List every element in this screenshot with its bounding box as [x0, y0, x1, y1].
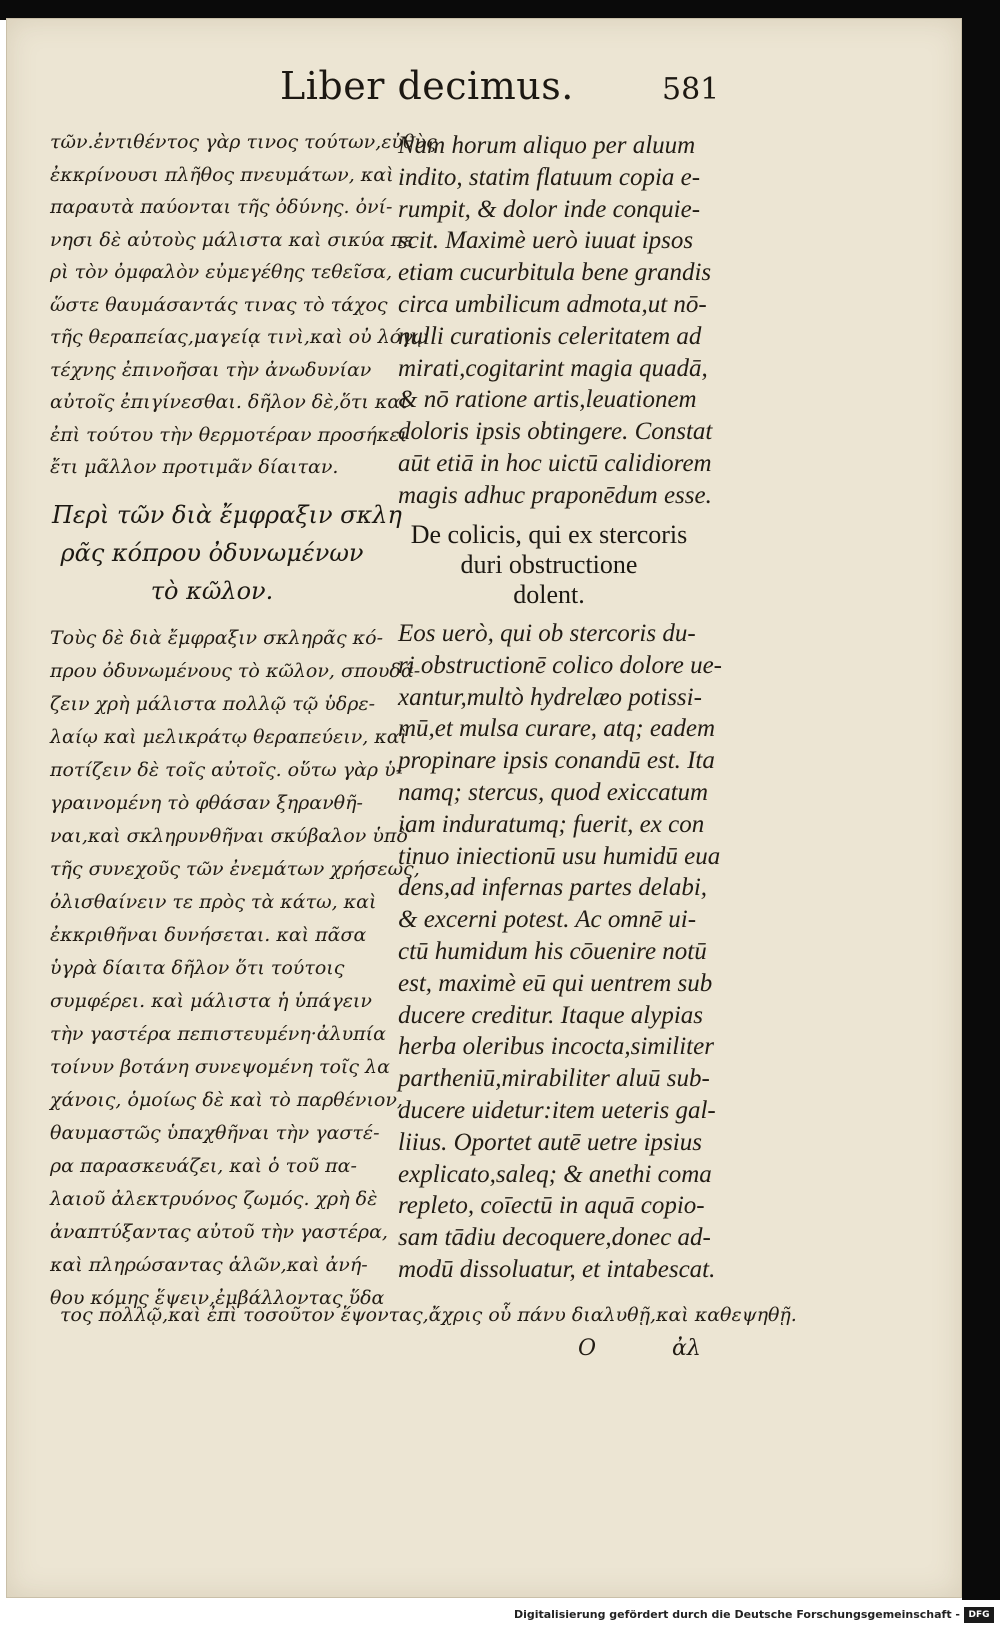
text-line: τῆς θεραπείας,μαγείᾳ τινὶ,καὶ οὐ λόγῳ [50, 326, 429, 348]
dfg-logo-icon: DFG [964, 1607, 994, 1623]
text-line: dens,ad infernas partes delabi, [398, 874, 708, 902]
text-line: circa umbilicum admota,ut nō- [398, 290, 707, 318]
text-line: θαυμαστῶς ὑπαχθῆναι τὴν γαστέ- [50, 1122, 380, 1144]
running-head: Liber decimus. [280, 64, 574, 108]
heading-line: ρᾶς κόπρου ὀδυνωμένων [60, 539, 364, 567]
text-line: γραινομένη τὸ φθάσαν ξηρανθῆ- [50, 792, 363, 814]
text-line: παραυτὰ παύονται τῆς ὀδύνης. ὀνί- [50, 196, 393, 218]
text-line: liius. Oportet autē uetre ipsius [398, 1128, 702, 1156]
text-line: τῆς συνεχοῦς τῶν ἐνεμάτων χρήσεως, [50, 858, 420, 880]
text-line: ἐκκριθῆναι δυνήσεται. καὶ πᾶσα [50, 924, 367, 946]
heading-line: Περὶ τῶν διὰ ἔμφραξιν σκλη [52, 501, 402, 529]
text-line: Τοὺς δὲ διὰ ἔμφραξιν σκληρᾶς κό- [50, 627, 383, 649]
right-border [962, 0, 1000, 1600]
text-line: indito, statim flatuum copia e- [398, 163, 701, 191]
text-line: συμφέρει. καὶ μάλιστα ἡ ὑπάγειν [50, 990, 372, 1012]
signature-mark: O [578, 1336, 597, 1361]
text-line: Nam horum aliquo per aluum [398, 132, 696, 159]
text-line: τοίνυν βοτάνη συνεψομένη τοῖς λα [50, 1056, 390, 1078]
text-line: aūt etiā in hoc uictū calidiorem [398, 449, 712, 477]
greek-section-heading [52, 496, 402, 610]
text-line: αὐτοῖς ἐπιγίνεσθαι. δῆλον δὲ,ὅτι καὶ [50, 391, 408, 413]
text-line: ρα παρασκευάζει, καὶ ὁ τοῦ πα- [50, 1155, 357, 1177]
latin-text-block-1 [398, 130, 713, 512]
text-line: θου κόμης ἕψειν,ἐμβάλλοντας ὕδα [50, 1287, 385, 1309]
text-line: τῶν.ἐντιθέντος γὰρ τινος τούτων,εὐθὺς [50, 131, 437, 153]
text-line: est, maximè eū qui uentrem sub [398, 969, 713, 997]
text-line: ὥστε θαυμάσαντάς τινας τὸ τάχος [50, 293, 388, 316]
heading-line: duri obstructione [460, 550, 638, 579]
text-line: ἔτι μᾶλλον προτιμᾶν δίαιταν. [50, 456, 339, 478]
text-line: modū dissoluatur, et intabescat. [398, 1255, 716, 1283]
text-line: ποτίζειν δὲ τοῖς αὐτοῖς. οὕτω γὰρ ὑ- [50, 759, 403, 781]
heading-line: De colicis, qui ex stercoris [410, 520, 688, 549]
text-line: xantur,multò hydrelæo potissi- [398, 683, 702, 711]
text-line: ducere uidetur:item ueteris gal- [398, 1096, 716, 1124]
text-line: namq; stercus, quod exiccatum [398, 778, 709, 806]
text-line: propinare ipsis conandū est. Ita [398, 747, 715, 775]
heading-line: τὸ κῶλον. [150, 577, 274, 605]
text-line: magis adhuc praponēdum esse. [398, 481, 712, 509]
greek-text-block-2 [50, 622, 421, 1315]
text-line: sam tādiu decoquere,donec ad- [398, 1224, 711, 1252]
text-line: etiam cucurbitula bene grandis [398, 259, 712, 287]
text-line: νησι δὲ αὐτοὺς μάλιστα καὶ σικύα πε [50, 228, 414, 251]
text-line: λαιοῦ ἀλεκτρυόνος ζωμός. χρὴ δὲ [50, 1188, 378, 1210]
text-line: herba oleribus incocta,similiter [398, 1033, 714, 1061]
greek-text-block-1 [50, 126, 437, 484]
text-line: τὴν γαστέρα πεπιστευμένη·ἀλυπία [50, 1023, 386, 1045]
catchword-text: ἀλ [672, 1336, 701, 1361]
text-line: & excerni potest. Ac omnē ui- [398, 906, 697, 934]
funding-credit: Digitalisierung gefördert durch die Deutsche Forschungsgemeinschaft - [513, 1608, 960, 1621]
latin-section-heading [396, 520, 702, 610]
text-line: χάνοις, ὁμοίως δὲ καὶ τὸ παρθένιον, [50, 1089, 403, 1111]
text-line: ναι,καὶ σκληρυνθῆναι σκύβαλον ὑπὸ [50, 825, 408, 847]
text-line: ri obstructionē colico dolore ue- [398, 651, 723, 679]
text-line: scit. Maximè uerò iuuat ipsos [398, 227, 694, 255]
text-line: ctū humidum his cōuenire notū [398, 937, 707, 965]
text-line: rumpit, & dolor inde conquie- [398, 195, 701, 223]
text-line: ἐκκρίνουσι πλῆθος πνευμάτων, καὶ [50, 163, 394, 186]
text-line: mū,et mulsa curare, atq; eadem [398, 715, 716, 743]
latin-text-block-2 [398, 618, 723, 1286]
text-line: πρου ὀδυνωμένους τὸ κῶλον, σπουδά- [50, 660, 421, 682]
greek-closing-line: τος πολλῷ,καὶ ἐπὶ τοσοῦτον ἕψοντας,ἄχρις οὗ πάνυ διαλυθῇ,καὶ καθεψηθῇ. [60, 1304, 797, 1326]
text-line: ρὶ τὸν ὀμφαλὸν εὐμεγέθης τεθεῖσα, [50, 261, 393, 283]
text-line: τέχνης ἐπινοῆσαι τὴν ἀνωδυνίαν [50, 358, 372, 381]
text-line: ὀλισθαίνειν τε πρὸς τὰ κάτω, καὶ [50, 891, 377, 913]
text-line: doloris ipsis obtingere. Constat [398, 418, 713, 446]
text-line: mirati,cogitarint magia quadā, [398, 354, 708, 382]
text-line: & nō ratione artis,leuationem [398, 386, 697, 414]
text-line: Eos uerò, qui ob stercoris du- [398, 620, 696, 647]
text-line: explicato,saleq; & anethi coma [398, 1160, 712, 1188]
text-line: partheniū,mirabiliter aluū sub- [398, 1065, 710, 1093]
heading-line: dolent. [513, 580, 585, 609]
top-border [0, 0, 1000, 20]
text-line: repleto, coīectū in aquā copio- [398, 1192, 705, 1220]
text-line: ἐπὶ τούτου τὴν θερμοτέραν προσήκει [50, 423, 408, 446]
text-line: λαίῳ καὶ μελικράτῳ θεραπεύειν, καὶ [50, 726, 408, 748]
text-line: ὑγρὰ δίαιτα δῆλον ὅτι τούτοις [50, 957, 345, 979]
digitization-footer [0, 1604, 1000, 1628]
text-line: iam induratumq; fuerit, ex con [398, 810, 705, 838]
text-line: καὶ πληρώσαντας ἁλῶν,καὶ ἀνή- [50, 1254, 368, 1276]
text-line: ducere creditur. Itaque alypias [398, 1001, 704, 1029]
page-number: 581 [662, 72, 720, 107]
text-line: ζειν χρὴ μάλιστα πολλῷ τῷ ὑδρε- [50, 693, 376, 715]
text-line: nulli curationis celeritatem ad [398, 322, 702, 350]
text-line: ἀναπτύξαντας αὐτοῦ τὴν γαστέρα, [50, 1221, 388, 1243]
catchword [578, 1336, 701, 1361]
text-line: tinuo iniectionū usu humidū eua [398, 842, 721, 870]
